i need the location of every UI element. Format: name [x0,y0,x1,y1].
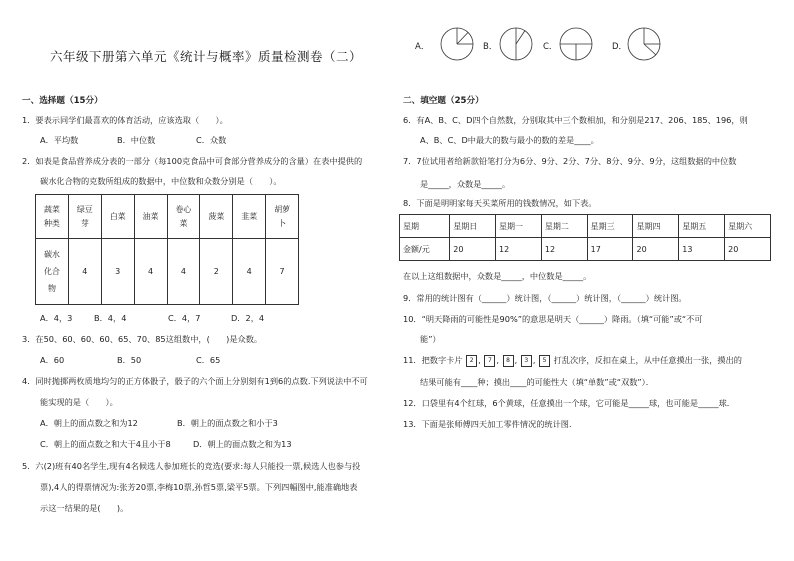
cell-text: 种类 [43,218,60,228]
cell-text: 4 [180,267,186,276]
q4-option-b: B．朝上的面点数之和小于3 [177,418,278,428]
nutrition-value-cell [167,239,200,305]
pie-label-b: B． [483,42,498,52]
spending-value-cell: 17 [587,238,633,261]
q3-option-a: A．60 [40,355,65,365]
nutrition-value-cell [101,239,134,305]
question-2-line-2: 碳水化合物的克数所组成的数据中，中位数和众数分别是（ ）。 [40,176,282,186]
spending-value-cell: 20 [725,238,771,261]
cell-text: 油菜 [142,211,159,221]
question-12: 12．口袋里有4个红球，6个黄球，任意摸出一个球，它可能是_____球，也可能是_____球． [403,398,735,408]
question-8: 8．下面是明明家每天买菜所用的钱数情况，如下表。 [403,198,597,208]
cell-text: 物 [47,284,56,293]
cell-text: 蔬菜 [43,204,60,214]
nutrition-header-cell [266,195,299,239]
number-card: 5 [539,355,550,367]
q3-option-b: B．50 [117,355,142,365]
q11-prefix: 11．把数字卡片 [403,355,463,365]
nutrition-value-cell [134,239,167,305]
question-1: 1．要表示同学们最喜欢的体育活动，应该选取（ ）。 [22,115,228,125]
spending-value-cell: 金额/元 [400,238,450,261]
question-7-line-2: 是_____，众数是_____。 [420,179,511,189]
question-4-line-1: 4．同时抛掷两枚质地均匀的正方体骰子，骰子的六个面上分别刻有1到6的点数.下列说法中不可 [22,376,368,386]
spending-table [399,214,771,261]
nutrition-table-header [36,195,299,239]
question-11-line-1: 11．把数字卡片 2 , 7 , 8 , 3 , 5 打乱次序，反扣在桌上，从中任意摸出一张，摸出的 [403,355,742,365]
number-card: 2 [466,355,477,367]
question-13: 13．下面是张师傅四天加工零件情况的统计图． [403,419,578,429]
nutrition-value-cell [36,239,69,305]
pie-label-d: D． [612,42,628,52]
nutrition-header-cell [36,195,69,239]
cell-text: 绿豆 [76,204,93,214]
nutrition-header-cell [134,195,167,239]
question-6-line-1: 6．有A、B、C、D四个自然数，分别取其中三个数相加，和分别是217、206、185、196，则 [403,115,748,125]
cell-text: 4 [148,267,154,276]
q1-option-b: B．中位数 [117,135,156,145]
q2-option-a: A．4，3 [40,313,73,323]
nutrition-value-cell [266,239,299,305]
nutrition-value-cell [200,239,233,305]
number-card: 3 [521,355,532,367]
cell-text: 白菜 [109,211,126,221]
nutrition-header-cell [233,195,266,239]
question-9: 9．常用的统计图有（______）统计图，（______）统计图，（______）统计图。 [403,293,687,303]
cell-text: 卷心 [175,204,192,214]
spending-header-cell: 星期六 [725,215,771,238]
question-2-line-1: 2．如表是食品营养成分表的一部分（每100克食品中可食部分营养成分的含量）在表中提供的 [22,156,363,166]
pie-chart-b [499,27,533,61]
pie-chart-a [440,27,474,61]
question-5-line-2: 票),4人的得票情况为:张芳20票,李梅10票,孙哲5票,梁平5票。下列四幅图中,能准确地表 [40,482,358,492]
question-4-line-2: 能实现的是（ ）。 [40,397,118,407]
question-6-line-2: A、B、C、D中最大的数与最小的数的差是____。 [420,135,599,145]
spending-header-cell: 星期日 [450,215,496,238]
spending-header-cell: 星期二 [541,215,587,238]
question-3: 3．在50、60、60、60、65、70、85这组数中，( )是众数。 [22,334,263,344]
number-card: 7 [484,355,495,367]
cell-text: 7 [279,267,285,276]
nutrition-header-cell [200,195,233,239]
cell-text: 卜 [278,218,287,228]
cell-text: 芽 [80,218,89,228]
q4-option-c: C．朝上的面点数之和大于4且小于8 [40,439,171,449]
q3-option-c: C．65 [196,355,221,365]
nutrition-header-cell [101,195,134,239]
nutrition-header-cell [167,195,200,239]
cell-text: 菜 [179,218,188,228]
pie-chart-d [627,27,661,61]
pie-chart-c [559,27,593,61]
cell-text: 韭菜 [241,211,258,221]
question-10-line-1: 10．“明天降雨的可能性是90%”的意思是明天（______）降雨。（填“可能”或“不可 [403,314,703,324]
pie-label-a: A． [415,42,430,52]
nutrition-value-cell [68,239,101,305]
spending-header-cell: 星期三 [587,215,633,238]
question-5-line-3: 示这一结果的是( )。 [40,503,129,513]
q4-option-a: A．朝上的面点数之和为12 [40,418,138,428]
question-11-line-2: 结果可能有____种；摸出____的可能性大（填“单数”或“双数”）． [420,377,654,387]
cell-text: 菠菜 [208,211,225,221]
spending-value-cell: 13 [679,238,725,261]
cell-text: 碳水 [43,250,60,259]
question-5-line-1: 5．六(2)班有40名学生,现有4名候选人参加班长的竞选(要求:每人只能投一票,候选人也参与投 [22,461,361,471]
spending-value-cell: 20 [450,238,496,261]
cell-text: 化合 [43,267,60,276]
spending-table-row [400,238,771,261]
spending-header-cell: 星期一 [496,215,542,238]
spending-header-cell: 星期四 [633,215,679,238]
cell-text: 胡萝 [274,204,291,214]
q11-suffix: 打乱次序，反扣在桌上，从中任意摸出一张，摸出的 [553,355,742,365]
q4-option-d: D．朝上的面点数之和为13 [193,439,292,449]
number-card: 8 [503,355,514,367]
spending-value-cell: 20 [633,238,679,261]
question-10-line-2: 能”） [420,334,441,344]
q2-option-b: B．4，4 [94,313,127,323]
page-title: 六年级下册第六单元《统计与概率》质量检测卷（二） [50,49,363,64]
cell-text: 4 [246,267,252,276]
nutrition-table-row [36,239,299,305]
q1-option-c: C．众数 [196,135,227,145]
q2-option-d: D．2，4 [231,313,265,323]
section-fill-in: 二、填空题（25分） [403,96,484,106]
q1-option-a: A．平均数 [40,135,79,145]
question-8-answer: 在以上这组数据中，众数是_____，中位数是_____。 [403,271,592,281]
cell-text: 3 [115,267,121,276]
nutrition-table [35,194,299,305]
spending-value-cell: 12 [541,238,587,261]
spending-header-cell: 星期 [400,215,450,238]
spending-table-header [400,215,771,238]
nutrition-header-cell [68,195,101,239]
spending-value-cell: 12 [496,238,542,261]
nutrition-value-cell [233,239,266,305]
cell-text: 4 [82,267,88,276]
cell-text: 2 [213,267,219,276]
spending-header-cell: 星期五 [679,215,725,238]
pie-label-c: C． [543,42,558,52]
q2-option-c: C．4，7 [168,313,201,323]
question-7-line-1: 7．7位试用者给新款铅笔打分为6分、9分、2分、7分、8分、9分、9分，这组数据的中位数 [403,156,737,166]
section-multiple-choice: 一、选择题（15分） [22,96,103,106]
